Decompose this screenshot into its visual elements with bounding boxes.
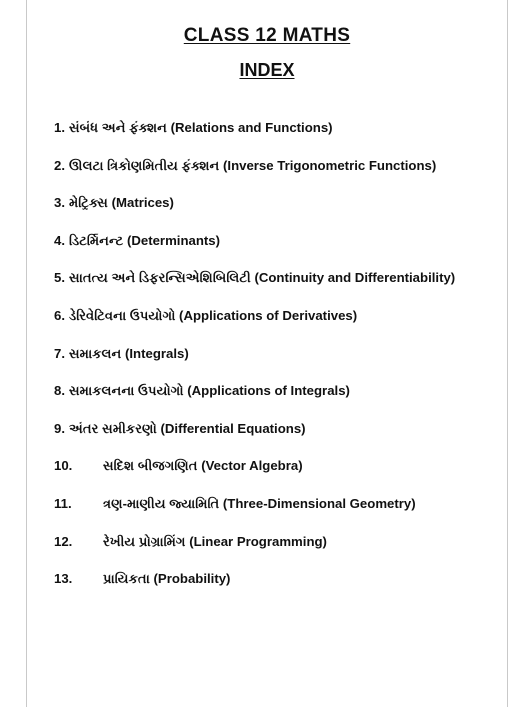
toc-item-number: 11. bbox=[54, 495, 72, 511]
toc-item-label: સંબંધ અને ફંક્શન (Relations and Functions) bbox=[69, 120, 333, 135]
toc-item-number: 6. bbox=[54, 307, 65, 323]
toc-item-1 bbox=[54, 120, 507, 158]
toc-item-number: 1. bbox=[54, 120, 65, 135]
toc-item-12 bbox=[54, 534, 507, 572]
toc-item-2 bbox=[54, 158, 507, 196]
toc-item-10 bbox=[54, 458, 507, 496]
toc-item-number: 10. bbox=[54, 458, 73, 474]
toc-item-8 bbox=[54, 383, 507, 421]
toc-item-label: ઊલટા ત્રિકોણમિતીય ફંક્શન (Inverse Trigonometric Functions) bbox=[69, 157, 437, 173]
toc-item-6 bbox=[54, 308, 507, 346]
toc-item-5 bbox=[54, 270, 507, 308]
toc-item-label: ડેરિવેટિવના ઉપયોગો (Applications of Derivatives) bbox=[69, 307, 358, 323]
toc-item-label: ડિટર્મિનન્ટ (Determinants) bbox=[69, 232, 221, 248]
toc-item-11 bbox=[54, 496, 507, 534]
toc-item-3 bbox=[54, 195, 507, 233]
toc-item-label: સમાકલનના ઉપયોગો (Applications of Integrals) bbox=[69, 383, 350, 399]
toc-item-number: 9. bbox=[54, 420, 65, 436]
toc-item-number: 2. bbox=[54, 157, 65, 173]
toc-item-7 bbox=[54, 346, 507, 384]
toc-item-4 bbox=[54, 233, 507, 271]
toc-item-label: સાતત્ય અને ડિફરન્સિએશિબિલિટી (Continuity and Differentiability) bbox=[69, 270, 456, 286]
document-title: CLASS 12 MATHS bbox=[183, 25, 351, 46]
toc-item-number: 7. bbox=[54, 345, 65, 361]
toc-item-label: ત્રણ-માણીય જ્યામિતિ (Three-Dimensional Geometry) bbox=[103, 495, 416, 511]
toc-item-label: સમાકલન (Integrals) bbox=[69, 345, 189, 361]
toc-item-number: 8. bbox=[54, 383, 65, 399]
toc-item-label: રેખીય પ્રોગ્રામિંગ (Linear Programming) bbox=[103, 533, 327, 549]
toc-item-number: 4. bbox=[54, 232, 65, 248]
toc-item-label: સદિશ બીજગણિત (Vector Algebra) bbox=[103, 458, 303, 474]
index-heading: INDEX bbox=[239, 60, 295, 80]
toc-item-number: 3. bbox=[54, 195, 65, 211]
table-of-contents bbox=[54, 120, 507, 609]
toc-item-number: 13. bbox=[54, 571, 73, 587]
toc-item-number: 5. bbox=[54, 270, 65, 286]
toc-item-label: પ્રાયિકતા (Probability) bbox=[103, 571, 231, 587]
toc-item-number: 12. bbox=[54, 533, 73, 549]
document-page bbox=[26, 0, 508, 707]
toc-item-13 bbox=[54, 571, 507, 609]
toc-item-label: મેટ્રિક્સ (Matrices) bbox=[69, 195, 174, 211]
toc-item-9 bbox=[54, 421, 507, 459]
toc-item-label: અંતર સમીકરણો (Differential Equations) bbox=[69, 420, 306, 436]
